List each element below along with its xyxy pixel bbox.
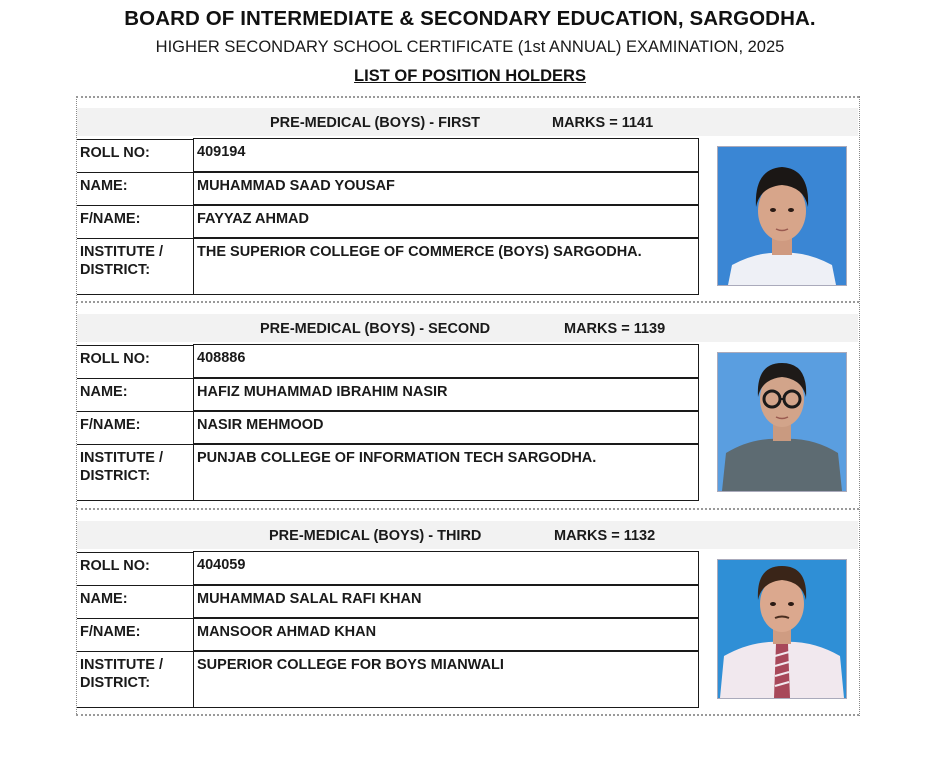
student-photo <box>717 352 847 492</box>
position-holder-first <box>77 108 858 298</box>
row-line <box>77 444 194 445</box>
name-field <box>193 172 699 205</box>
roll-no-label: ROLL NO: <box>80 558 150 574</box>
roll-no-field <box>193 551 699 585</box>
position-holder-second <box>77 314 858 504</box>
roll-no-value: 408886 <box>197 350 246 366</box>
section-title: PRE-MEDICAL (BOYS) - SECOND <box>260 321 491 337</box>
row-line <box>77 552 194 553</box>
row-line <box>77 411 194 412</box>
institute-field <box>193 238 699 295</box>
row-line <box>77 205 194 206</box>
student-photo <box>717 146 847 286</box>
row-line <box>77 139 194 140</box>
list-title: LIST OF POSITION HOLDERS <box>354 67 586 85</box>
row-line <box>77 345 194 346</box>
row-line <box>77 585 194 586</box>
institute-label: INSTITUTE / DISTRICT: <box>80 657 163 691</box>
name-field <box>193 585 699 618</box>
section-header <box>77 314 858 342</box>
row-line <box>77 238 194 239</box>
name-value: MUHAMMAD SAAD YOUSAF <box>197 178 395 194</box>
row-line <box>77 651 194 652</box>
roll-no-field <box>193 138 699 172</box>
exam-title: HIGHER SECONDARY SCHOOL CERTIFICATE (1st ANNUAL) EXAMINATION, 2025 <box>155 38 785 56</box>
name-label: NAME: <box>80 384 128 400</box>
row-line <box>77 378 194 379</box>
fname-field <box>193 411 699 444</box>
name-label: NAME: <box>80 591 128 607</box>
institute-value: SUPERIOR COLLEGE FOR BOYS MIANWALI <box>197 657 504 673</box>
institute-label: INSTITUTE / DISTRICT: <box>80 244 163 278</box>
name-label: NAME: <box>80 178 128 194</box>
section-title: PRE-MEDICAL (BOYS) - FIRST <box>270 115 480 131</box>
name-field <box>193 378 699 411</box>
marks-value: MARKS = 1132 <box>554 528 656 544</box>
portrait-image <box>718 560 846 698</box>
portrait-image <box>718 147 846 285</box>
section-title: PRE-MEDICAL (BOYS) - THIRD <box>269 528 482 544</box>
institute-field <box>193 651 699 708</box>
fname-field <box>193 618 699 651</box>
institute-label: INSTITUTE / DISTRICT: <box>80 450 163 484</box>
roll-no-value: 409194 <box>197 144 246 160</box>
institute-value: PUNJAB COLLEGE OF INFORMATION TECH SARGODHA. <box>197 450 597 466</box>
fname-value: FAYYAZ AHMAD <box>197 211 309 227</box>
name-value: MUHAMMAD SALAL RAFI KHAN <box>197 591 422 607</box>
institute-field <box>193 444 699 501</box>
row-line <box>77 294 194 295</box>
institute-value: THE SUPERIOR COLLEGE OF COMMERCE (BOYS) SARGODHA. <box>197 244 642 260</box>
dotted-divider <box>76 508 859 510</box>
dotted-divider <box>76 301 859 303</box>
row-line <box>77 172 194 173</box>
board-title: BOARD OF INTERMEDIATE & SECONDARY EDUCATION, SARGODHA. <box>124 7 816 30</box>
marks-value: MARKS = 1139 <box>564 321 666 337</box>
dotted-divider <box>76 714 859 716</box>
dotted-divider <box>76 96 859 98</box>
fname-label: F/NAME: <box>80 624 141 640</box>
fname-field <box>193 205 699 238</box>
student-photo <box>717 559 847 699</box>
portrait-image <box>718 353 846 491</box>
roll-no-value: 404059 <box>197 557 246 573</box>
row-line <box>77 500 194 501</box>
fname-label: F/NAME: <box>80 417 141 433</box>
fname-label: F/NAME: <box>80 211 141 227</box>
position-holder-third <box>77 521 858 711</box>
name-value: HAFIZ MUHAMMAD IBRAHIM NASIR <box>197 384 448 400</box>
section-header <box>77 521 858 549</box>
fname-value: MANSOOR AHMAD KHAN <box>197 624 377 640</box>
fname-value: NASIR MEHMOOD <box>197 417 324 433</box>
section-header <box>77 108 858 136</box>
roll-no-label: ROLL NO: <box>80 351 150 367</box>
row-line <box>77 618 194 619</box>
roll-no-field <box>193 344 699 378</box>
roll-no-label: ROLL NO: <box>80 145 150 161</box>
row-line <box>77 707 194 708</box>
marks-value: MARKS = 1141 <box>552 115 654 131</box>
